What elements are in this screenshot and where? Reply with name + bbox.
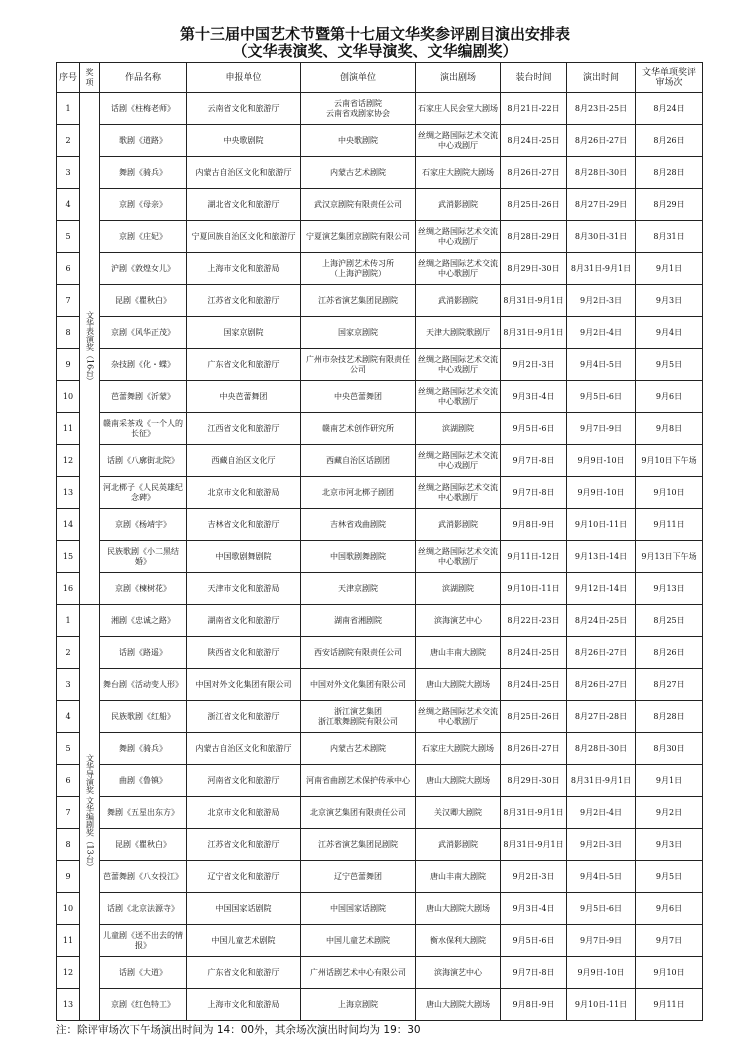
setup-time: 9月3日-4日 xyxy=(501,381,567,413)
work-title: 京剧《风华正茂》 xyxy=(100,317,187,349)
row-number: 3 xyxy=(57,669,80,701)
show-time: 8月28日-30日 xyxy=(567,733,636,765)
setup-time: 9月10日-11日 xyxy=(501,573,567,605)
setup-time: 8月31日-9月1日 xyxy=(501,829,567,861)
applicant-unit: 江西省文化和旅游厅 xyxy=(187,413,301,445)
award-category-label: 文华表演奖（16台） xyxy=(85,311,95,386)
setup-time: 9月5日-6日 xyxy=(501,925,567,957)
header-cell: 装台时间 xyxy=(501,63,567,93)
work-title: 民族歌剧《小二黑结婚》 xyxy=(100,541,187,573)
work-title: 芭蕾舞剧《八女投江》 xyxy=(100,861,187,893)
applicant-unit: 云南省文化和旅游厅 xyxy=(187,93,301,125)
applicant-unit: 中央歌剧院 xyxy=(187,125,301,157)
show-time: 9月9日-10日 xyxy=(567,477,636,509)
applicant-unit: 辽宁省文化和旅游厅 xyxy=(187,861,301,893)
producer-unit: 湖南省湘剧院 xyxy=(301,605,416,637)
review-session: 9月2日 xyxy=(636,797,703,829)
venue: 武消影剧院 xyxy=(416,285,501,317)
show-time: 8月26日-27日 xyxy=(567,669,636,701)
setup-time: 8月31日-9月1日 xyxy=(501,317,567,349)
review-session: 9月6日 xyxy=(636,893,703,925)
setup-time: 9月7日-8日 xyxy=(501,445,567,477)
show-time: 9月2日-3日 xyxy=(567,829,636,861)
applicant-unit: 湖北省文化和旅游厅 xyxy=(187,189,301,221)
applicant-unit: 陕西省文化和旅游厅 xyxy=(187,637,301,669)
producer-unit: 国家京剧院 xyxy=(301,317,416,349)
review-session: 8月26日 xyxy=(636,637,703,669)
producer-unit: 宁夏演艺集团京剧院有限公司 xyxy=(301,221,416,253)
applicant-unit: 西藏自治区文化厅 xyxy=(187,445,301,477)
table-row xyxy=(57,733,703,765)
producer-unit: 内蒙古艺术剧院 xyxy=(301,157,416,189)
applicant-unit: 浙江省文化和旅游厅 xyxy=(187,701,301,733)
venue: 丝绸之路国际艺术交流中心歌剧厅 xyxy=(416,253,501,285)
producer-unit: 中国歌剧舞剧院 xyxy=(301,541,416,573)
applicant-unit: 湖南省文化和旅游厅 xyxy=(187,605,301,637)
work-title: 赣南采茶戏《一个人的长征》 xyxy=(100,413,187,445)
table-row xyxy=(57,989,703,1021)
producer-unit: 内蒙古艺术剧院 xyxy=(301,733,416,765)
applicant-unit: 江苏省文化和旅游厅 xyxy=(187,829,301,861)
row-number: 4 xyxy=(57,701,80,733)
row-number: 7 xyxy=(57,285,80,317)
venue: 丝绸之路国际艺术交流中心歌剧厅 xyxy=(416,541,501,573)
table-row xyxy=(57,861,703,893)
table-row xyxy=(57,349,703,381)
table-row xyxy=(57,573,703,605)
producer-unit: 天津京剧院 xyxy=(301,573,416,605)
table-row xyxy=(57,413,703,445)
setup-time: 9月7日-8日 xyxy=(501,957,567,989)
review-session: 8月27日 xyxy=(636,669,703,701)
setup-time: 8月31日-9月1日 xyxy=(501,285,567,317)
show-time: 9月2日-4日 xyxy=(567,797,636,829)
work-title: 民族歌剧《红船》 xyxy=(100,701,187,733)
venue: 武消影剧院 xyxy=(416,829,501,861)
review-session: 8月26日 xyxy=(636,125,703,157)
header-row xyxy=(57,63,703,93)
setup-time: 8月24日-25日 xyxy=(501,125,567,157)
applicant-unit: 广东省文化和旅游厅 xyxy=(187,957,301,989)
producer-unit: 云南省话剧院 云南省戏剧家协会 xyxy=(301,93,416,125)
venue: 武消影剧院 xyxy=(416,189,501,221)
award-category-label: 文华导演奖 文华编剧奖（13台） xyxy=(85,754,95,871)
setup-time: 9月8日-9日 xyxy=(501,989,567,1021)
applicant-unit: 中国儿童艺术剧院 xyxy=(187,925,301,957)
show-time: 9月5日-6日 xyxy=(567,893,636,925)
work-title: 话剧《柱梅老师》 xyxy=(100,93,187,125)
producer-unit: 吉林省戏曲剧院 xyxy=(301,509,416,541)
table-row xyxy=(57,157,703,189)
table-row xyxy=(57,957,703,989)
applicant-unit: 河南省文化和旅游厅 xyxy=(187,765,301,797)
applicant-unit: 上海市文化和旅游局 xyxy=(187,253,301,285)
work-title: 芭蕾舞剧《沂蒙》 xyxy=(100,381,187,413)
applicant-unit: 内蒙古自治区文化和旅游厅 xyxy=(187,733,301,765)
review-session: 8月29日 xyxy=(636,189,703,221)
applicant-unit: 国家京剧院 xyxy=(187,317,301,349)
table-row xyxy=(57,637,703,669)
show-time: 8月24日-25日 xyxy=(567,605,636,637)
row-number: 7 xyxy=(57,797,80,829)
row-number: 12 xyxy=(57,957,80,989)
row-number: 14 xyxy=(57,509,80,541)
row-number: 8 xyxy=(57,317,80,349)
producer-unit: 浙江演艺集团 浙江歌舞剧院有限公司 xyxy=(301,701,416,733)
row-number: 13 xyxy=(57,989,80,1021)
applicant-unit: 内蒙古自治区文化和旅游厅 xyxy=(187,157,301,189)
setup-time: 8月25日-26日 xyxy=(501,189,567,221)
setup-time: 9月2日-3日 xyxy=(501,861,567,893)
work-title: 舞剧《骑兵》 xyxy=(100,157,187,189)
table-row xyxy=(57,445,703,477)
venue: 唐山丰南大剧院 xyxy=(416,637,501,669)
review-session: 9月11日 xyxy=(636,509,703,541)
venue: 丝绸之路国际艺术交流中心戏剧厅 xyxy=(416,349,501,381)
row-number: 1 xyxy=(57,93,80,125)
setup-time: 9月8日-9日 xyxy=(501,509,567,541)
setup-time: 9月11日-12日 xyxy=(501,541,567,573)
show-time: 8月27日-28日 xyxy=(567,701,636,733)
work-title: 京剧《庄妃》 xyxy=(100,221,187,253)
review-session: 9月10日 xyxy=(636,477,703,509)
row-number: 3 xyxy=(57,157,80,189)
show-time: 9月2日-4日 xyxy=(567,317,636,349)
table-row xyxy=(57,701,703,733)
row-number: 2 xyxy=(57,125,80,157)
venue: 滨湖剧院 xyxy=(416,413,501,445)
producer-unit: 河南省曲剧艺术保护传承中心 xyxy=(301,765,416,797)
work-title: 话剧《大道》 xyxy=(100,957,187,989)
show-time: 8月23日-25日 xyxy=(567,93,636,125)
review-session: 8月28日 xyxy=(636,157,703,189)
work-title: 沪剧《敦煌女儿》 xyxy=(100,253,187,285)
header-cell: 演出时间 xyxy=(567,63,636,93)
work-title: 河北梆子《人民英雄纪念碑》 xyxy=(100,477,187,509)
venue: 唐山大剧院大剧场 xyxy=(416,765,501,797)
show-time: 9月4日-5日 xyxy=(567,861,636,893)
row-number: 10 xyxy=(57,381,80,413)
footnote: 注：除评审场次下午场演出时间为 14：00外，其余场次演出时间均为 19：30 xyxy=(56,1024,421,1036)
row-number: 4 xyxy=(57,189,80,221)
producer-unit: 中国儿童艺术剧院 xyxy=(301,925,416,957)
venue: 唐山大剧院大剧场 xyxy=(416,669,501,701)
review-session: 9月5日 xyxy=(636,349,703,381)
award-category xyxy=(80,605,100,1021)
setup-time: 8月22日-23日 xyxy=(501,605,567,637)
producer-unit: 赣南艺术创作研究所 xyxy=(301,413,416,445)
setup-time: 8月31日-9月1日 xyxy=(501,797,567,829)
header-cell: 演出剧场 xyxy=(416,63,501,93)
review-session: 9月3日 xyxy=(636,285,703,317)
producer-unit: 中国对外文化集团有限公司 xyxy=(301,669,416,701)
show-time: 9月9日-10日 xyxy=(567,957,636,989)
setup-time: 8月29日-30日 xyxy=(501,253,567,285)
setup-time: 9月3日-4日 xyxy=(501,893,567,925)
table-row xyxy=(57,317,703,349)
review-session: 8月24日 xyxy=(636,93,703,125)
show-time: 9月7日-9日 xyxy=(567,925,636,957)
venue: 衡水保利大剧院 xyxy=(416,925,501,957)
row-number: 9 xyxy=(57,349,80,381)
table-row xyxy=(57,509,703,541)
venue: 唐山大剧院大剧场 xyxy=(416,989,501,1021)
table-row xyxy=(57,381,703,413)
venue: 丝绸之路国际艺术交流中心歌剧厅 xyxy=(416,701,501,733)
applicant-unit: 吉林省文化和旅游厅 xyxy=(187,509,301,541)
show-time: 9月5日-6日 xyxy=(567,381,636,413)
work-title: 歌剧《道路》 xyxy=(100,125,187,157)
show-time: 8月26日-27日 xyxy=(567,637,636,669)
applicant-unit: 中国歌剧舞剧院 xyxy=(187,541,301,573)
applicant-unit: 中国国家话剧院 xyxy=(187,893,301,925)
show-time: 9月9日-10日 xyxy=(567,445,636,477)
venue: 丝绸之路国际艺术交流中心歌剧厅 xyxy=(416,477,501,509)
show-time: 8月26日-27日 xyxy=(567,125,636,157)
venue: 石家庄人民会堂大剧场 xyxy=(416,93,501,125)
setup-time: 8月29日-30日 xyxy=(501,765,567,797)
review-session: 8月30日 xyxy=(636,733,703,765)
work-title: 昆剧《瞿秋白》 xyxy=(100,829,187,861)
work-title: 昆剧《瞿秋白》 xyxy=(100,285,187,317)
row-number: 16 xyxy=(57,573,80,605)
row-number: 8 xyxy=(57,829,80,861)
header-cell: 文华单项奖评审场次 xyxy=(636,63,703,93)
table-body xyxy=(57,93,703,1021)
table-row xyxy=(57,829,703,861)
table-row xyxy=(57,797,703,829)
row-number: 13 xyxy=(57,477,80,509)
row-number: 11 xyxy=(57,925,80,957)
applicant-unit: 中央芭蕾舞团 xyxy=(187,381,301,413)
review-session: 9月1日 xyxy=(636,253,703,285)
producer-unit: 上海京剧院 xyxy=(301,989,416,1021)
venue: 滨湖剧院 xyxy=(416,573,501,605)
producer-unit: 江苏省演艺集团昆剧院 xyxy=(301,285,416,317)
show-time: 9月4日-5日 xyxy=(567,349,636,381)
row-number: 12 xyxy=(57,445,80,477)
show-time: 8月28日-30日 xyxy=(567,157,636,189)
producer-unit: 北京演艺集团有限责任公司 xyxy=(301,797,416,829)
show-time: 9月10日-11日 xyxy=(567,989,636,1021)
header-cell: 创演单位 xyxy=(301,63,416,93)
table-row xyxy=(57,93,703,125)
venue: 丝绸之路国际艺术交流中心戏剧厅 xyxy=(416,445,501,477)
venue: 石家庄大剧院大剧场 xyxy=(416,733,501,765)
work-title: 京剧《杨靖宇》 xyxy=(100,509,187,541)
venue: 石家庄大剧院大剧场 xyxy=(416,157,501,189)
venue: 丝绸之路国际艺术交流中心歌剧厅 xyxy=(416,381,501,413)
table-row xyxy=(57,605,703,637)
work-title: 舞台剧《活动变人形》 xyxy=(100,669,187,701)
show-time: 8月31日-9月1日 xyxy=(567,253,636,285)
show-time: 9月12日-14日 xyxy=(567,573,636,605)
setup-time: 9月2日-3日 xyxy=(501,349,567,381)
review-session: 9月10日 xyxy=(636,957,703,989)
applicant-unit: 北京市文化和旅游局 xyxy=(187,797,301,829)
row-number: 6 xyxy=(57,253,80,285)
work-title: 京剧《红色特工》 xyxy=(100,989,187,1021)
venue: 滨海演艺中心 xyxy=(416,605,501,637)
applicant-unit: 上海市文化和旅游局 xyxy=(187,989,301,1021)
review-session: 8月25日 xyxy=(636,605,703,637)
producer-unit: 北京市河北梆子剧团 xyxy=(301,477,416,509)
venue: 天津大剧院歌剧厅 xyxy=(416,317,501,349)
review-session: 9月4日 xyxy=(636,317,703,349)
producer-unit: 西安话剧院有限责任公司 xyxy=(301,637,416,669)
page-subtitle: （文华表演奖、文华导演奖、文华编剧奖） xyxy=(232,42,518,60)
applicant-unit: 北京市文化和旅游局 xyxy=(187,477,301,509)
table-row xyxy=(57,477,703,509)
header-cell: 序号 xyxy=(57,63,80,93)
producer-unit: 广州话剧艺术中心有限公司 xyxy=(301,957,416,989)
show-time: 9月2日-3日 xyxy=(567,285,636,317)
venue: 丝绸之路国际艺术交流中心戏剧厅 xyxy=(416,221,501,253)
review-session: 9月7日 xyxy=(636,925,703,957)
show-time: 9月10日-11日 xyxy=(567,509,636,541)
table-row xyxy=(57,925,703,957)
show-time: 8月30日-31日 xyxy=(567,221,636,253)
work-title: 话剧《路遥》 xyxy=(100,637,187,669)
producer-unit: 中国国家话剧院 xyxy=(301,893,416,925)
producer-unit: 中央歌剧院 xyxy=(301,125,416,157)
venue: 关汉卿大剧院 xyxy=(416,797,501,829)
row-number: 5 xyxy=(57,221,80,253)
show-time: 8月31日-9月1日 xyxy=(567,765,636,797)
header-cell: 申报单位 xyxy=(187,63,301,93)
review-session: 9月10日下午场 xyxy=(636,445,703,477)
setup-time: 8月26日-27日 xyxy=(501,733,567,765)
producer-unit: 武汉京剧院有限责任公司 xyxy=(301,189,416,221)
producer-unit: 广州市杂技艺术剧院有限责任公司 xyxy=(301,349,416,381)
producer-unit: 上海沪剧艺术传习所 （上海沪剧院） xyxy=(301,253,416,285)
setup-time: 9月5日-6日 xyxy=(501,413,567,445)
setup-time: 8月21日-22日 xyxy=(501,93,567,125)
table-row xyxy=(57,893,703,925)
setup-time: 8月25日-26日 xyxy=(501,701,567,733)
row-number: 10 xyxy=(57,893,80,925)
work-title: 京剧《母亲》 xyxy=(100,189,187,221)
work-title: 京剧《楝树花》 xyxy=(100,573,187,605)
producer-unit: 江苏省演艺集团昆剧院 xyxy=(301,829,416,861)
applicant-unit: 宁夏回族自治区文化和旅游厅 xyxy=(187,221,301,253)
review-session: 8月28日 xyxy=(636,701,703,733)
table-row xyxy=(57,189,703,221)
table-row xyxy=(57,285,703,317)
review-session: 9月13日下午场 xyxy=(636,541,703,573)
table-row xyxy=(57,221,703,253)
setup-time: 8月24日-25日 xyxy=(501,669,567,701)
row-number: 2 xyxy=(57,637,80,669)
venue: 滨海演艺中心 xyxy=(416,957,501,989)
review-session: 9月6日 xyxy=(636,381,703,413)
applicant-unit: 广东省文化和旅游厅 xyxy=(187,349,301,381)
table-row xyxy=(57,541,703,573)
setup-time: 8月28日-29日 xyxy=(501,221,567,253)
show-time: 8月27日-29日 xyxy=(567,189,636,221)
table-row xyxy=(57,669,703,701)
work-title: 杂技剧《化・蝶》 xyxy=(100,349,187,381)
page-title: 第十三届中国艺术节暨第十七届文华奖参评剧目演出安排表 xyxy=(179,25,570,43)
work-title: 话剧《北京法源寺》 xyxy=(100,893,187,925)
show-time: 9月13日-14日 xyxy=(567,541,636,573)
venue: 唐山丰南大剧院 xyxy=(416,861,501,893)
work-title: 话剧《八廓街北院》 xyxy=(100,445,187,477)
setup-time: 8月24日-25日 xyxy=(501,637,567,669)
review-session: 9月13日 xyxy=(636,573,703,605)
applicant-unit: 中国对外文化集团有限公司 xyxy=(187,669,301,701)
review-session: 9月8日 xyxy=(636,413,703,445)
work-title: 舞剧《骑兵》 xyxy=(100,733,187,765)
work-title: 儿童剧《送不出去的情报》 xyxy=(100,925,187,957)
review-session: 9月5日 xyxy=(636,861,703,893)
producer-unit: 中央芭蕾舞团 xyxy=(301,381,416,413)
work-title: 舞剧《五星出东方》 xyxy=(100,797,187,829)
venue: 唐山大剧院大剧场 xyxy=(416,893,501,925)
review-session: 9月1日 xyxy=(636,765,703,797)
schedule-table xyxy=(56,62,703,1021)
work-title: 曲剧《鲁镇》 xyxy=(100,765,187,797)
header-cell: 作品名称 xyxy=(100,63,187,93)
row-number: 11 xyxy=(57,413,80,445)
show-time: 9月7日-9日 xyxy=(567,413,636,445)
venue: 武消影剧院 xyxy=(416,509,501,541)
venue: 丝绸之路国际艺术交流中心戏剧厅 xyxy=(416,125,501,157)
producer-unit: 西藏自治区话剧团 xyxy=(301,445,416,477)
setup-time: 8月26日-27日 xyxy=(501,157,567,189)
review-session: 9月11日 xyxy=(636,989,703,1021)
row-number: 9 xyxy=(57,861,80,893)
award-category xyxy=(80,93,100,605)
setup-time: 9月7日-8日 xyxy=(501,477,567,509)
row-number: 15 xyxy=(57,541,80,573)
applicant-unit: 天津市文化和旅游局 xyxy=(187,573,301,605)
table-row xyxy=(57,253,703,285)
producer-unit: 辽宁芭蕾舞团 xyxy=(301,861,416,893)
applicant-unit: 江苏省文化和旅游厅 xyxy=(187,285,301,317)
row-number: 6 xyxy=(57,765,80,797)
header-cell: 奖项 xyxy=(80,63,100,93)
table-row xyxy=(57,765,703,797)
review-session: 9月3日 xyxy=(636,829,703,861)
table-row xyxy=(57,125,703,157)
row-number: 1 xyxy=(57,605,80,637)
review-session: 8月31日 xyxy=(636,221,703,253)
row-number: 5 xyxy=(57,733,80,765)
work-title: 湘剧《忠诚之路》 xyxy=(100,605,187,637)
